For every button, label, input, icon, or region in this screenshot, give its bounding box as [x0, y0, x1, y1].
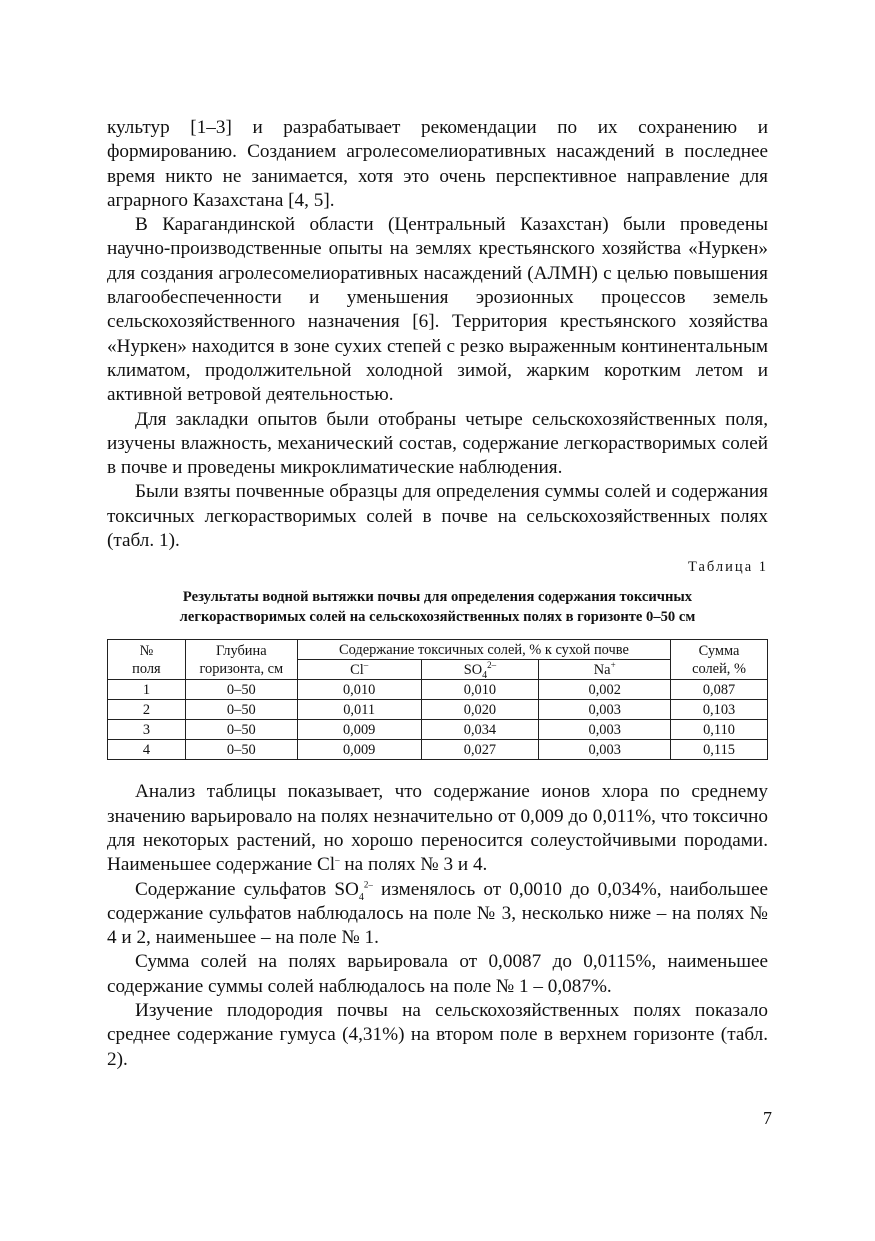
- cell-so4: 0,010: [421, 680, 539, 700]
- header-field-no-line-2: поля: [132, 660, 161, 677]
- cell-field-no: 4: [108, 740, 186, 760]
- cell-na: 0,003: [539, 740, 671, 760]
- header-sum-line-2: солей, %: [692, 660, 746, 677]
- na-charge: +: [610, 660, 616, 671]
- so4-index: 4: [482, 669, 488, 681]
- cell-depth: 0–50: [185, 740, 297, 760]
- table-row: [108, 680, 768, 700]
- paragraph-6: [107, 878, 768, 951]
- paragraph-5-text-b: на полях № 3 и 4.: [339, 854, 488, 876]
- cell-cl: 0,011: [297, 700, 421, 720]
- paragraph-5: [107, 780, 768, 877]
- cell-depth: 0–50: [185, 720, 297, 740]
- cl-base: Cl: [350, 661, 364, 678]
- cell-sum: 0,115: [671, 740, 768, 760]
- header-na: [539, 660, 671, 680]
- table-title-line-1: Результаты водной вытяжки почвы для определения содержания токсичных: [182, 589, 693, 606]
- table-row: [108, 700, 768, 720]
- paragraph-8: Изучение плодородия почвы на сельскохозяйственных полях показало среднее содержание гумуса (4,31%) на втором поле в верхнем горизонте (табл. 2).: [107, 1000, 768, 1070]
- header-field-no-line-1: №: [139, 642, 154, 659]
- paragraph-6-so4-charge: 2–: [363, 879, 373, 890]
- header-field-no: [108, 640, 186, 680]
- cell-cl: 0,009: [297, 740, 421, 760]
- table-header-row-1: [108, 640, 768, 660]
- cell-cl: 0,010: [297, 680, 421, 700]
- so4-charge: 2–: [487, 660, 497, 671]
- paragraph-6-text-b: изменялось от 0,0010 до 0,034%, наибольшее содержание сульфатов наблюдалось на поле № 3, несколько ниже – на полях № 4 и 2, наименьшее – на поле № 1.: [107, 878, 768, 949]
- paragraph-7: Сумма солей на полях варьировала от 0,0087 до 0,0115%, наименьшее содержание суммы солей наблюдалось на поле № 1 – 0,087%.: [107, 951, 768, 997]
- cell-field-no: 1: [108, 680, 186, 700]
- paragraph-6-text-a: Содержание сульфатов SO: [135, 878, 359, 900]
- page-number: 7: [763, 1108, 772, 1128]
- header-depth-line-1: Глубина: [216, 642, 267, 659]
- cell-depth: 0–50: [185, 700, 297, 720]
- na-base: Na: [593, 661, 611, 678]
- cell-cl: 0,009: [297, 720, 421, 740]
- header-so4: [421, 660, 539, 680]
- cell-sum: 0,110: [671, 720, 768, 740]
- table-title-line-2: легкорастворимых солей на сельскохозяйственных полях в горизонте 0–50 см: [179, 609, 696, 626]
- header-toxic-content: Содержание токсичных солей, % к сухой почве: [297, 640, 670, 660]
- cell-field-no: 2: [108, 700, 186, 720]
- cell-na: 0,003: [539, 700, 671, 720]
- paragraph-1: культур [1–3] и разрабатывает рекомендации по их сохранению и формированию. Созданием агролесомелиоративных насаждений в последнее время никто не занимается, хотя это очень перспективное направление для аграрного Казахстана [4, 5].: [107, 117, 768, 211]
- cell-sum: 0,103: [671, 700, 768, 720]
- paragraph-3: Для закладки опытов были отобраны четыре сельскохозяйственных поля, изучены влажность, механический состав, содержание легкорастворимых солей в почве и проведены микроклиматические наблюдения.: [107, 408, 768, 479]
- cell-so4: 0,027: [421, 740, 539, 760]
- cell-field-no: 3: [108, 720, 186, 740]
- paragraph-5-cl-charge: –: [335, 854, 340, 865]
- cell-sum: 0,087: [671, 680, 768, 700]
- table-row: [108, 740, 768, 760]
- table-row: [108, 720, 768, 740]
- header-depth-line-2: горизонта, см: [199, 660, 284, 677]
- cell-na: 0,002: [539, 680, 671, 700]
- paragraph-2: В Карагандинской области (Центральный Казахстан) были проведены научно-производственные опыты на землях крестьянского хозяйства «Нуркен» для создания агролесомелиоративных насаждений (АЛМН) с целью повышения влагообеспеченности и уменьшения эрозионных процессов земель сельскохозяйственного назначения [6]. Территория крестьянского хозяйства «Нуркен» находится в зоне сухих степей с резко выраженным континентальным климатом, продолжительной холодной зимой, жарким коротким летом и активной ветровой деятельностью.: [107, 214, 768, 406]
- header-depth: [185, 640, 297, 680]
- header-cl: [297, 660, 421, 680]
- paragraph-4: Были взяты почвенные образцы для определения суммы солей и содержания токсичных легкорастворимых солей в почве на сельскохозяйственных полях (табл. 1).: [107, 481, 768, 552]
- cell-na: 0,003: [539, 720, 671, 740]
- salts-table: [107, 639, 768, 760]
- paragraph-5-text-a: Анализ таблицы показывает, что содержание ионов хлора по среднему значению варьировало на полях незначительно от 0,009 до 0,011%, что токсично для некоторых растений, но хорошо переносится солеустойчивыми породами. Наименьшее содержание Cl: [107, 781, 768, 876]
- header-sum-line-1: Сумма: [698, 642, 740, 659]
- table-title: [107, 587, 768, 627]
- paragraph-6-so4-index: 4: [358, 891, 364, 903]
- cell-so4: 0,034: [421, 720, 539, 740]
- page-body: [107, 116, 768, 1072]
- so4-base: SO: [463, 661, 483, 678]
- header-sum: [671, 640, 768, 680]
- cell-depth: 0–50: [185, 680, 297, 700]
- table-label: Таблица 1: [687, 559, 768, 576]
- cl-charge: –: [363, 660, 369, 671]
- cell-so4: 0,020: [421, 700, 539, 720]
